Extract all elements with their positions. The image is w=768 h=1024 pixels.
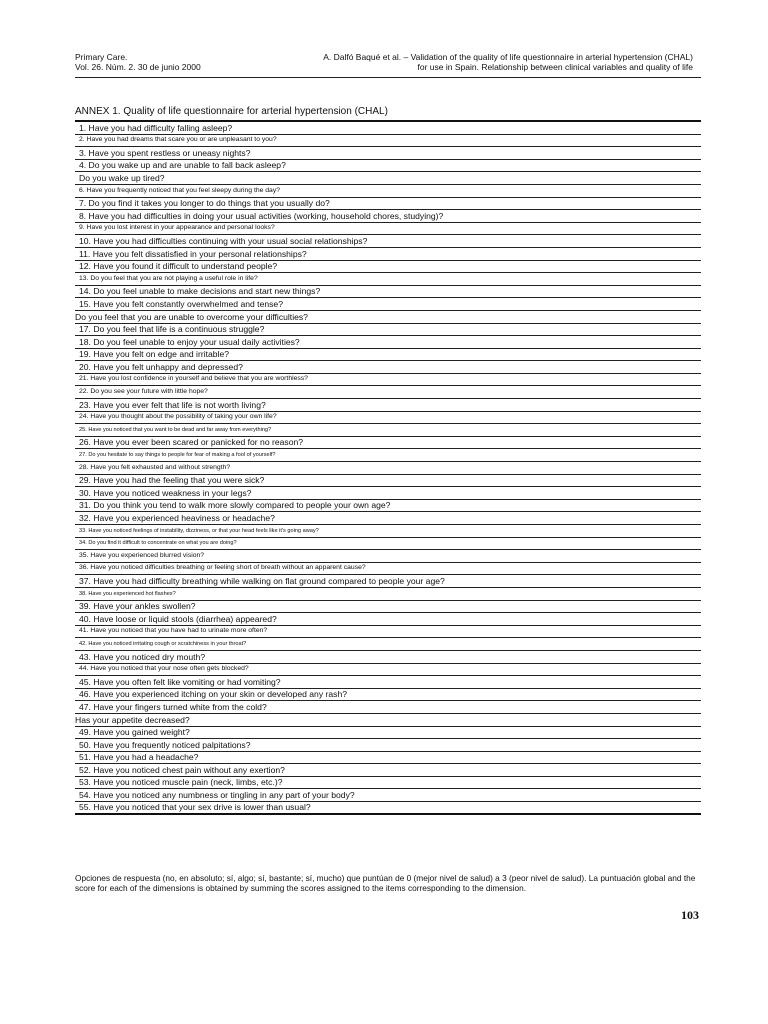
question-text: 53. Have you noticed muscle pain (neck, limbs, etc.)? [79, 777, 283, 788]
question-row [75, 626, 701, 639]
question-text: 1. Have you had difficulty falling asleep? [79, 122, 233, 133]
question-row [75, 135, 701, 148]
question-row [75, 160, 701, 173]
question-text: 25. Have you noticed that you want to be dead and far away from everything? [79, 426, 272, 433]
question-text: 20. Have you felt unhappy and depressed? [79, 361, 243, 372]
question-row [75, 575, 701, 588]
question-text: 29. Have you had the feeling that you were sick? [79, 475, 265, 486]
question-row [75, 210, 701, 223]
question-text: 50. Have you frequently noticed palpitations? [79, 739, 251, 750]
question-text: 26. Have you ever been scared or panicked for no reason? [79, 437, 304, 448]
question-row [75, 386, 701, 399]
header-divider [75, 77, 701, 78]
question-row [75, 739, 701, 752]
question-text: 18. Do you feel unable to enjoy your usual daily activities? [79, 336, 300, 347]
question-row [75, 789, 701, 802]
question-text: 12. Have you found it difficult to understand people? [79, 261, 278, 272]
question-text: Do you wake up tired? [79, 172, 165, 183]
question-row [75, 601, 701, 614]
question-row [75, 172, 701, 185]
question-text: 14. Do you feel unable to make decisions and start new things? [79, 286, 321, 297]
question-row [75, 311, 701, 324]
question-row [75, 374, 701, 387]
question-text: 22. Do you see your future with little hope? [79, 388, 208, 396]
question-text: 35. Have you experienced blurred vision? [79, 551, 205, 559]
question-row [75, 361, 701, 374]
question-text: 52. Have you noticed chest pain without any exertion? [79, 764, 285, 775]
question-row [75, 701, 701, 714]
question-text: 23. Have you ever felt that life is not worth living? [79, 399, 266, 410]
question-text: 24. Have you thought about the possibility of taking your own life? [79, 413, 277, 421]
question-row [75, 437, 701, 450]
question-text: 55. Have you noticed that your sex drive is lower than usual? [79, 802, 311, 812]
question-row [75, 651, 701, 664]
question-row [75, 764, 701, 777]
response-options-footnote: Opciones de respuesta (no, en absoluto; sí, algo; sí, bastante; sí, mucho) que puntúan de 0 (mejor nivel de salud) a 3 (peor nivel de salud). La puntuación global and the score for each of the dimensions is obtained by summing the scores assigned to the items corresponding to the dimension. [75, 873, 696, 893]
question-row [75, 664, 701, 677]
question-text: 46. Have you experienced itching on your skin or developed any rash? [79, 689, 348, 700]
question-text: 41. Have you noticed that you have had to urinate more often? [79, 627, 268, 635]
question-row [75, 676, 701, 689]
question-text: 21. Have you lost confidence in yourself and believe that you are worthless? [79, 375, 308, 383]
question-text: 38. Have you experienced hot flashes? [79, 590, 176, 597]
question-row [75, 449, 701, 462]
question-row [75, 550, 701, 563]
question-row [75, 147, 701, 160]
question-row [75, 198, 701, 211]
question-text: 54. Have you noticed any numbness or tingling in any part of your body? [79, 790, 355, 801]
question-text: 33. Have you noticed feelings of instability, dizziness, or that your head feels like it's going away? [79, 527, 319, 534]
question-row [75, 462, 701, 475]
question-row [75, 525, 701, 538]
question-row [75, 475, 701, 488]
question-text: 13. Do you feel that you are not playing a useful role in life? [79, 274, 258, 282]
question-text: 4. Do you wake up and are unable to fall back asleep? [79, 160, 286, 171]
questionnaire-table [75, 120, 701, 815]
question-row [75, 248, 701, 261]
question-text: 19. Have you felt on edge and irritable? [79, 349, 230, 360]
question-row [75, 777, 701, 790]
question-row [75, 689, 701, 702]
question-row [75, 638, 701, 651]
question-row [75, 235, 701, 248]
question-text: 10. Have you had difficulties continuing with your usual social relationships? [79, 235, 368, 246]
question-text: 11. Have you felt dissatisfied in your personal relationships? [79, 248, 307, 259]
question-text: 6. Have you frequently noticed that you feel sleepy during the day? [79, 186, 281, 194]
question-row [75, 512, 701, 525]
question-text: 17. Do you feel that life is a continuous struggle? [79, 324, 265, 335]
question-row [75, 185, 701, 198]
question-text: 28. Have you felt exhausted and without strength? [79, 463, 231, 471]
question-row [75, 122, 701, 135]
question-text: 31. Do you think you tend to walk more slowly compared to people your own age? [79, 500, 391, 511]
question-row [75, 613, 701, 626]
article-title-line-1: A. Dalfó Baqué et al. – Validation of the quality of life questionnaire in arterial hypertension (CHAL) [323, 52, 693, 62]
question-row [75, 538, 701, 551]
question-text: 45. Have you often felt like vomiting or had vomiting? [79, 676, 281, 687]
question-row [75, 752, 701, 765]
question-text: 47. Have your fingers turned white from the cold? [79, 701, 267, 712]
question-row [75, 487, 701, 500]
question-text: 43. Have you noticed dry mouth? [79, 651, 206, 662]
question-text: 8. Have you had difficulties in doing your usual activities (working, household chores, studying)? [79, 210, 444, 221]
question-row [75, 298, 701, 311]
question-text: 44. Have you noticed that your nose often gets blocked? [79, 665, 249, 673]
journal-header [75, 52, 201, 72]
question-row [75, 588, 701, 601]
journal-volume: Vol. 26. Núm. 2. 30 de junio 2000 [75, 62, 201, 72]
question-text: 49. Have you gained weight? [79, 727, 190, 738]
question-text: Do you feel that you are unable to overcome your difficulties? [75, 311, 308, 322]
question-text: 27. Do you hesitate to say things to people for fear of making a fool of yourself? [79, 452, 276, 459]
question-text: 2. Have you had dreams that scare you or are unpleasant to you? [79, 136, 277, 144]
journal-name: Primary Care. [75, 52, 128, 62]
question-row [75, 286, 701, 299]
question-text: 40. Have loose or liquid stools (diarrhea) appeared? [79, 613, 277, 624]
question-row [75, 424, 701, 437]
question-text: 39. Have your ankles swollen? [79, 601, 196, 612]
question-text: 30. Have you noticed weakness in your legs? [79, 487, 252, 498]
question-row [75, 399, 701, 412]
question-text: 7. Do you find it takes you longer to do things that you usually do? [79, 198, 330, 209]
question-text: 9. Have you lost interest in your appearance and personal looks? [79, 224, 275, 232]
question-text: 36. Have you noticed difficulties breathing or feeling short of breath without an apparent cause? [79, 564, 366, 572]
question-text: 32. Have you experienced heaviness or headache? [79, 513, 275, 523]
question-text: 34. Do you find it difficult to concentrate on what you are doing? [79, 540, 237, 547]
question-text: Has your appetite decreased? [75, 714, 190, 725]
question-row [75, 349, 701, 362]
question-text: 37. Have you had difficulty breathing while walking on flat ground compared to people your age? [79, 575, 445, 586]
annex-title: ANNEX 1. Quality of life questionnaire for arterial hypertension (CHAL) [75, 106, 388, 117]
article-title-line-2: for use in Spain. Relationship between clinical variables and quality of life [417, 62, 693, 72]
question-row [75, 223, 701, 236]
page-number: 103 [681, 908, 699, 922]
question-row [75, 336, 701, 349]
question-row [75, 563, 701, 576]
question-row [75, 802, 701, 815]
question-row [75, 714, 701, 727]
article-header [323, 52, 693, 72]
question-row [75, 324, 701, 337]
question-text: 51. Have you had a headache? [79, 752, 199, 763]
question-text: 3. Have you spent restless or uneasy nights? [79, 147, 251, 158]
question-row [75, 273, 701, 286]
question-text: 42. Have you noticed irritating cough or scratchiness in your throat? [79, 640, 247, 647]
question-row [75, 412, 701, 425]
question-row [75, 261, 701, 274]
question-row [75, 500, 701, 513]
question-text: 15. Have you felt constantly overwhelmed and tense? [79, 298, 283, 309]
question-row [75, 727, 701, 740]
